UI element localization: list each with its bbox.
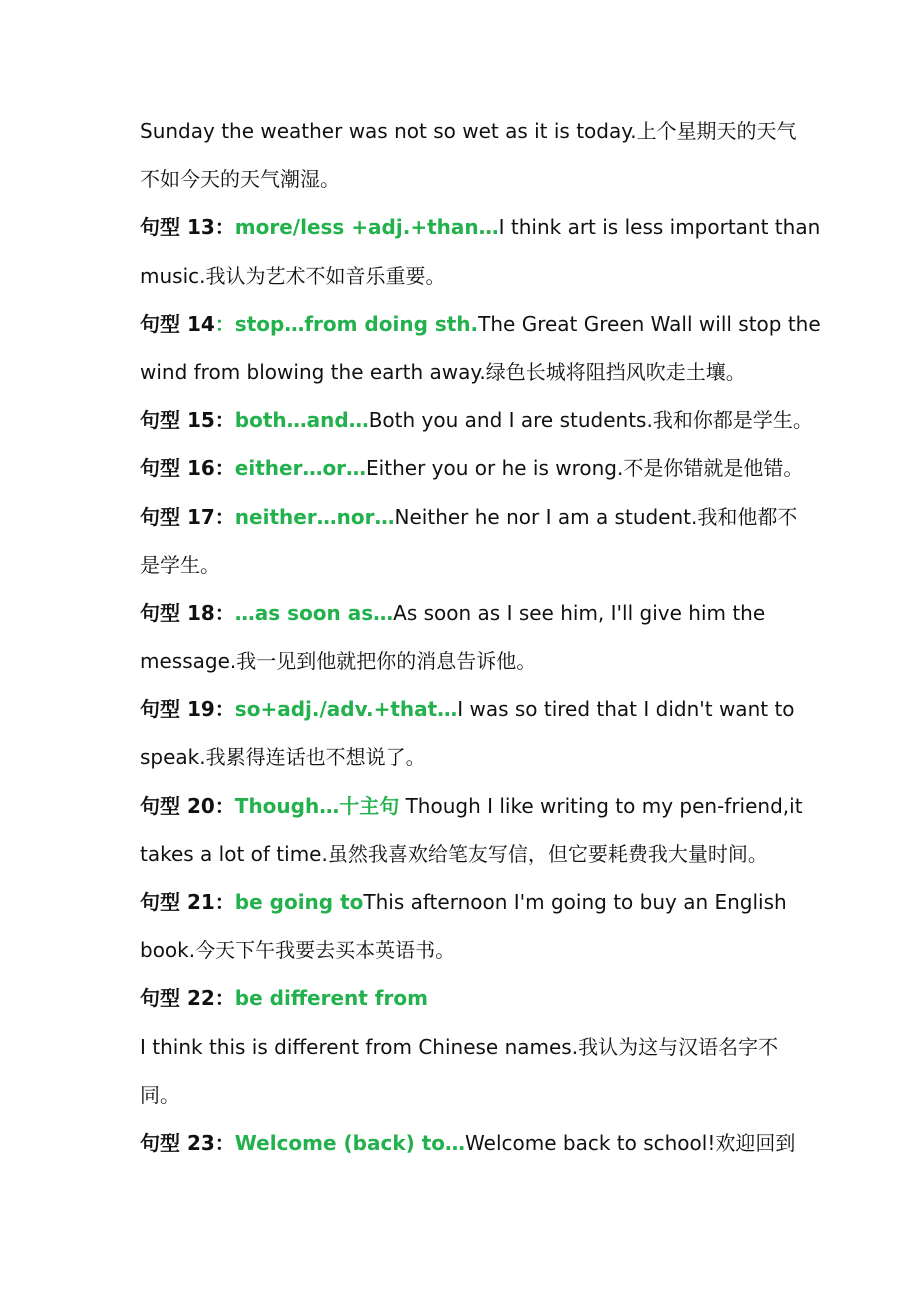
text-line-2: 不如今天的天气潮湿。 [140, 167, 340, 192]
example-text: I think art is less important than [498, 215, 821, 240]
pattern-label: 句型 21： [140, 890, 235, 914]
example-text: I was so tired that I didn't want to [457, 697, 795, 722]
pattern-18-line [140, 589, 790, 637]
pattern-17-line [140, 493, 798, 541]
pattern-text: either…or… [234, 456, 367, 481]
pattern-text: more/less +adj.+than… [234, 215, 499, 240]
text-line-10: 是学生。 [140, 552, 220, 577]
text-line-14: speak.我累得连话也不想说了。 [140, 745, 426, 770]
pattern-text: ：stop…from doing sth. [214, 311, 479, 336]
pattern-19-line [140, 685, 795, 733]
pattern-23-line [140, 1119, 796, 1167]
pattern-15-line [140, 396, 813, 444]
example-text: Either you or he is wrong.不是你错就是他错。 [366, 456, 804, 481]
pattern-label: 句型 17： [140, 504, 235, 529]
pattern-text: neither…nor… [234, 504, 395, 529]
pattern-text: …as soon as… [234, 600, 394, 625]
pattern-label: 句型 19： [140, 697, 235, 722]
pattern-label: 句型 22： [140, 986, 235, 1011]
text-line-4: music.我认为艺术不如音乐重要。 [140, 263, 446, 288]
example-text: As soon as I see him, I'll give him the [393, 600, 766, 625]
pattern-16-line [140, 444, 804, 492]
pattern-text: both…and… [234, 408, 369, 433]
pattern-label: 句型 15： [140, 408, 235, 433]
pattern-text: Welcome (back) to… [234, 1130, 466, 1155]
example-text: Both you and I are students.我和你都是学生。 [368, 408, 813, 433]
example-text: This afternoon I'm going to buy an English [363, 890, 787, 914]
text-line-16: takes a lot of time.虽然我喜欢给笔友写信，但它要耗费我大量时间。 [140, 841, 768, 866]
example-text: Though I like writing to my pen-friend,it [405, 793, 803, 818]
pattern-13-line [140, 203, 821, 251]
text-line-21: 同。 [140, 1082, 180, 1107]
text-line-1: Sunday the weather was not so wet as it is today.上个星期天的天气 [140, 119, 797, 143]
pattern-label: 句型 23： [140, 1130, 235, 1155]
text-line-6: wind from blowing the earth away.绿色长城将阻挡风吹走土壤。 [140, 359, 746, 384]
text-line-18: book.今天下午我要去买本英语书。 [140, 938, 456, 963]
pattern-22-line [140, 974, 790, 1022]
pattern-label: 句型 16： [140, 456, 235, 481]
pattern-21-line [140, 878, 790, 926]
pattern-14-line [140, 300, 821, 348]
text-line-12: message.我一见到他就把你的消息告诉他。 [140, 649, 537, 674]
pattern-text: so+adj./adv.+that… [234, 697, 458, 722]
example-text: Neither he nor I am a student.我和他都不 [394, 504, 798, 529]
document-page [140, 107, 821, 1167]
example-text: The Great Green Wall will stop the [478, 311, 821, 336]
pattern-20-line [140, 782, 803, 830]
text-line-20: I think this is different from Chinese names.我认为这与汉语名字不 [140, 1034, 779, 1059]
pattern-label: 句型 18： [140, 600, 235, 625]
pattern-text: Though…十主句 [234, 793, 400, 818]
pattern-text: be going to [234, 890, 364, 914]
example-text: Welcome back to school!欢迎回到 [465, 1130, 796, 1155]
pattern-label: 句型 13： [140, 215, 235, 240]
pattern-label: 句型 14 [140, 311, 215, 336]
pattern-text: be different from [234, 986, 428, 1011]
pattern-label: 句型 20： [140, 793, 235, 818]
